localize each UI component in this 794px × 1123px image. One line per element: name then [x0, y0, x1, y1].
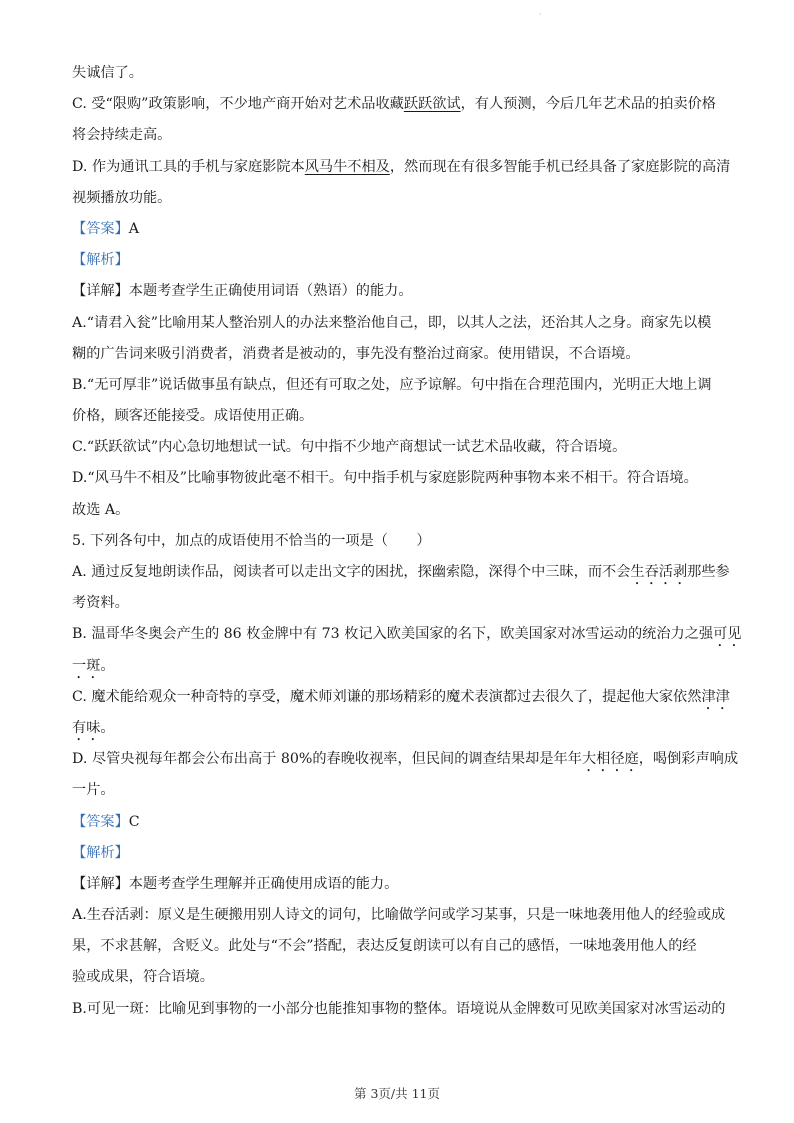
text-segment: B.“无可厚非”说话做事虽有缺点，但还有可取之处，应予谅解。句中指在合理范围内，光明正大地上调 — [72, 376, 712, 393]
section-tag: 【答案】 — [72, 813, 129, 830]
text-line — [72, 900, 726, 931]
text-segment: B. 温哥华冬奥会产生的 86 枚金牌中有 73 枚记入欧美国家的名下，欧美国家对冰雪运动的统治力之强 — [72, 626, 714, 643]
text-line — [72, 401, 722, 432]
text-line — [72, 807, 722, 838]
text-segment: D. 尽管央视每年都会公布出高于 80%的春晚收视率，但民间的调查结果却是年年 — [72, 751, 582, 768]
text-line — [72, 276, 722, 307]
text-line — [72, 651, 722, 682]
dotted-idiom: 可见 — [713, 626, 742, 643]
text-line — [72, 89, 722, 120]
text-line — [72, 432, 722, 463]
text-segment: A — [128, 220, 140, 237]
text-line — [72, 744, 739, 775]
text-segment: 考资料。 — [72, 595, 129, 612]
text-line — [72, 245, 722, 276]
text-segment: ，有人预测，今后几年艺术品的拍卖价格 — [460, 96, 716, 113]
text-line — [72, 183, 722, 214]
text-segment: 【详解】本题考查学生正确使用词语（熟语）的能力。 — [72, 283, 413, 300]
text-segment: 。 — [100, 657, 115, 674]
text-segment: 果，不求甚解，含贬义。此处与“不会”搭配，表达反复朗读可以有自己的感悟，一味地袭用他人的经 — [72, 938, 697, 955]
underlined-idiom: 风马牛不相及 — [304, 158, 390, 175]
text-segment: 。 — [100, 719, 115, 736]
text-line — [72, 994, 726, 1025]
section-tag: 【答案】 — [72, 220, 129, 237]
text-segment: 一片。 — [72, 782, 115, 799]
text-line — [72, 58, 722, 89]
text-line — [72, 495, 722, 526]
text-line — [72, 120, 722, 151]
text-segment: A.生吞活剥：原义是生硬搬用别人诗文的词句，比喻做学问或学习某事，只是一味地袭用他人的经验或成 — [72, 907, 726, 924]
text-segment: 将会持续走高。 — [72, 127, 172, 144]
dotted-idiom: 生吞活剥 — [630, 564, 688, 580]
underlined-idiom: 跃跃欲试 — [403, 96, 461, 113]
text-line — [72, 838, 722, 869]
dotted-idiom: 津津 — [701, 688, 730, 705]
text-segment: 故选 A。 — [72, 501, 130, 518]
document-body — [72, 58, 742, 1025]
text-segment: 那些参 — [687, 564, 730, 580]
text-line — [72, 339, 722, 370]
text-line — [72, 370, 722, 401]
text-segment: 视频播放功能。 — [72, 189, 172, 206]
section-tag: 【解析】 — [72, 252, 129, 269]
text-segment: C. 魔术能给观众一种奇特的享受，魔术师刘谦的那场精彩的魔术表演都过去很久了，提起他大家依然 — [72, 688, 702, 705]
text-line — [72, 463, 722, 494]
text-segment: C.“跃跃欲试”内心急切地想试一试。句中指不少地产商想试一试艺术品收藏，符合语境。 — [72, 439, 627, 456]
text-line — [72, 931, 722, 962]
text-line — [72, 214, 722, 245]
section-tag: 【解析】 — [72, 844, 129, 861]
dotted-idiom: 一斑 — [72, 657, 101, 674]
text-line — [72, 682, 730, 713]
text-line — [72, 588, 722, 619]
text-line — [72, 775, 722, 806]
text-segment: 价格，顾客还能接受。成语使用正确。 — [72, 408, 314, 425]
text-segment: ，然而现在有很多智能手机已经具备了家庭影院的高清 — [389, 158, 731, 175]
text-segment: 糊的广告词来吸引消费者，消费者是被动的，事先没有整治过商家。使用错误，不合语境。 — [72, 345, 640, 362]
text-line — [72, 557, 730, 588]
text-line — [72, 308, 722, 339]
text-segment: A. 通过反复地朗读作品，阅读者可以走出文字的困扰，探幽索隐，深得个中三昧，而不会 — [72, 564, 631, 580]
dotted-idiom: 大相径庭 — [581, 751, 639, 768]
dotted-idiom: 有味 — [72, 719, 101, 736]
page-top-mark: · — [539, 10, 542, 19]
text-segment: D. 作为通讯工具的手机与家庭影院本 — [72, 158, 305, 175]
text-segment: D.“风马牛不相及”比喻事物彼此毫不相干。句中指手机与家庭影院两种事物本来不相干。符合语境。 — [72, 470, 698, 487]
text-segment: A.“请君入瓮”比喻用某人整治别人的办法来整治他自己，即，以其人之法，还治其人之身。商家先以模 — [72, 314, 712, 331]
text-segment: 【详解】本题考查学生理解并正确使用成语的能力。 — [72, 875, 399, 892]
text-segment: ，喝倒彩声响成 — [638, 751, 739, 768]
text-segment: B.可见一斑：比喻见到事物的一小部分也能推知事物的整体。语境说从金牌数可见欧美国家对冰雪运动的 — [72, 1000, 726, 1017]
text-segment: 5. 下列各句中，加点的成语使用不恰当的一项是（ ） — [72, 532, 431, 549]
text-segment: C — [128, 813, 140, 830]
text-line — [72, 869, 722, 900]
text-segment: C. 受“限购”政策影响，不少地产商开始对艺术品收藏 — [72, 96, 404, 113]
text-segment: 失诚信了。 — [72, 65, 143, 81]
text-line — [72, 713, 722, 744]
text-line — [72, 526, 722, 557]
text-segment: 验或成果，符合语境。 — [72, 969, 214, 986]
text-line — [72, 962, 722, 993]
page-footer: 第 3页/共 11页 — [353, 1086, 441, 1101]
text-line — [72, 619, 742, 650]
text-line — [72, 152, 731, 183]
